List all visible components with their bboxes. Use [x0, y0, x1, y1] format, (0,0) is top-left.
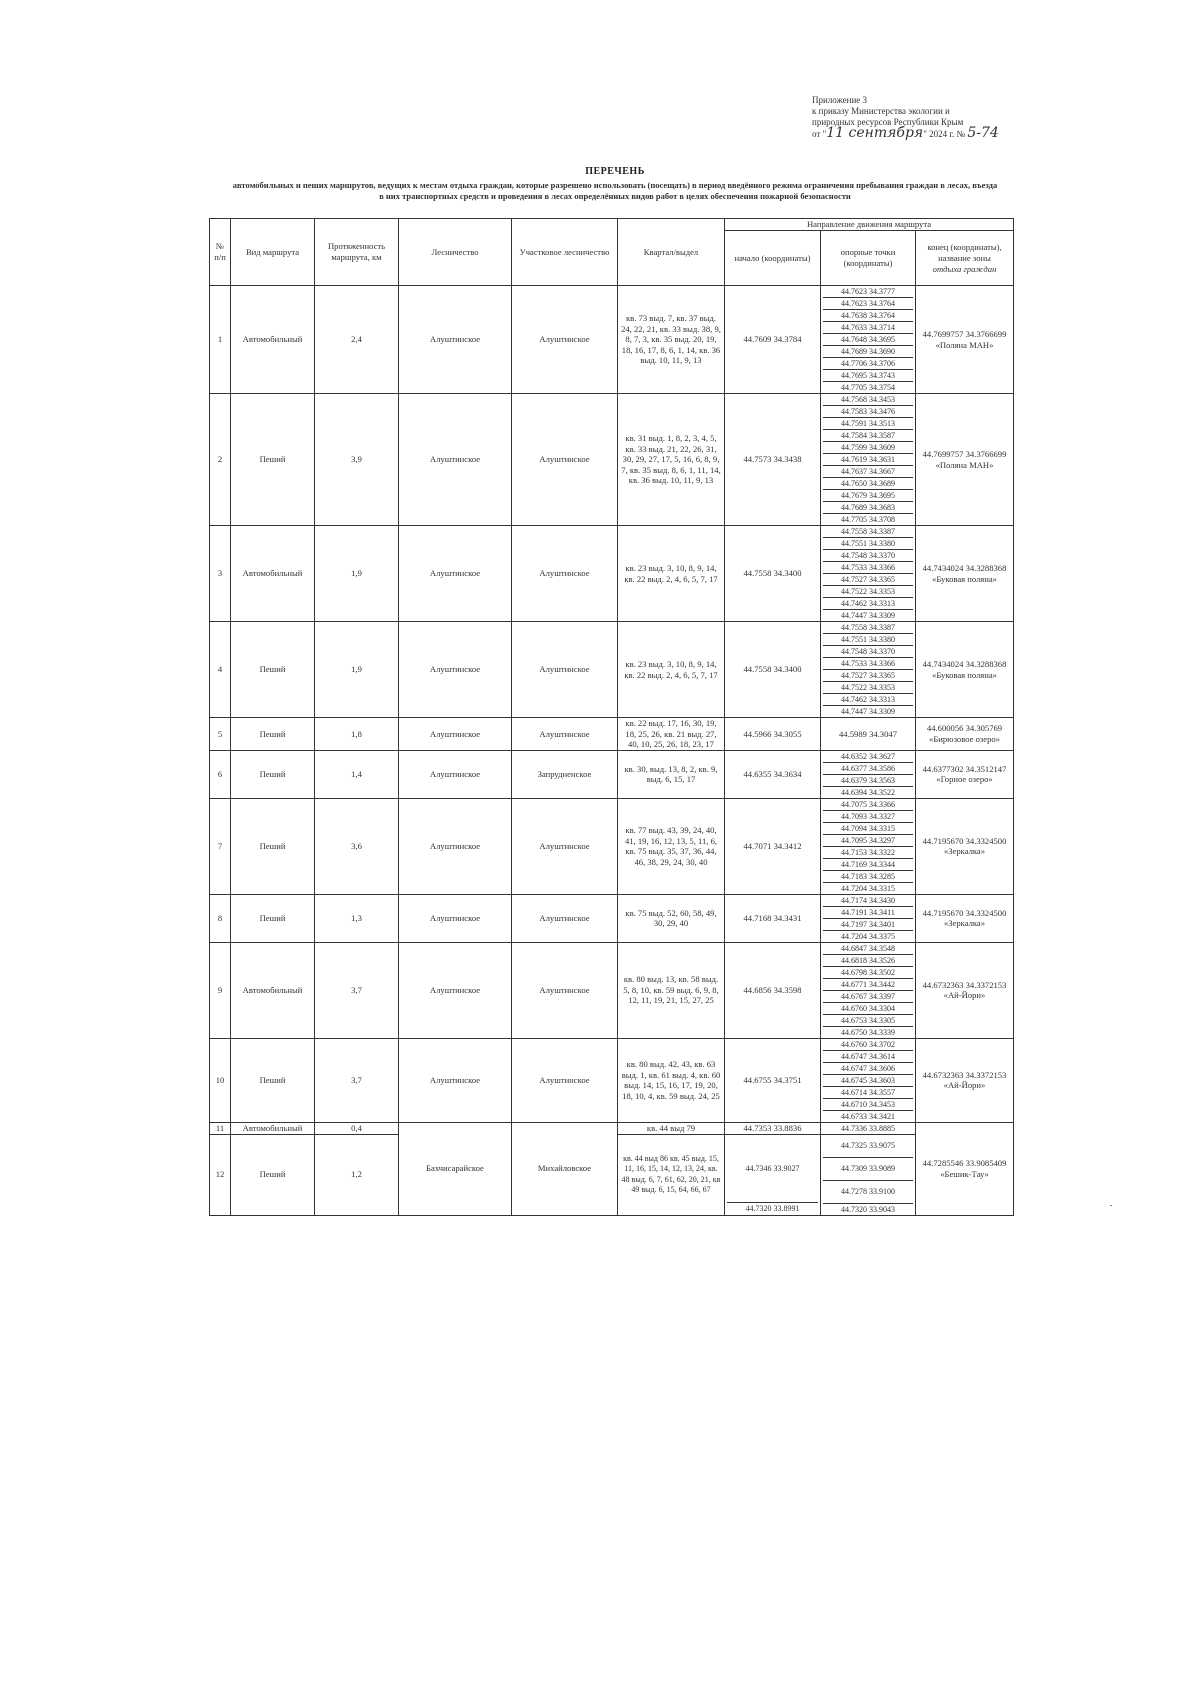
row-num: 4 — [210, 622, 231, 718]
route-point: 44.6745 34.3603 — [823, 1075, 913, 1087]
route-point: 44.5989 34.3047 — [821, 718, 916, 751]
row-route-type: Автомобильный — [231, 1122, 315, 1134]
route-point: 44.7093 34.3327 — [823, 811, 913, 823]
row-quarter: кв. 80 выд. 13, кв. 58 выд. 5, 8, 10, кв. 59 выд. 6, 9, 8, 12, 11, 19, 21, 15, 27, 25 — [618, 942, 725, 1038]
route-point: 44.6753 34.3305 — [823, 1015, 913, 1027]
row-start: 44.6355 34.3634 — [725, 750, 821, 798]
row-district: Алуштинское — [512, 622, 618, 718]
route-point: 44.6710 34.3453 — [823, 1099, 913, 1111]
row-num: 10 — [210, 1038, 231, 1122]
row-num: 12 — [210, 1134, 231, 1215]
route-point: 44.7309 33.9089 — [823, 1158, 913, 1181]
route-point: 44.7527 34.3365 — [823, 670, 913, 682]
appendix-line-3: природных ресурсов Республики Крым — [812, 117, 964, 127]
route-points-cell — [821, 286, 916, 394]
appendix-line-2: к приказу Министерства экологии и — [812, 106, 950, 116]
row-forestry: Алуштинское — [399, 750, 512, 798]
row-start: 44.7071 34.3412 — [725, 798, 821, 894]
route-point: 44.7278 33.9100 — [823, 1181, 913, 1204]
route-points-cell — [821, 1122, 916, 1134]
row-end: 44.7195670 34.3324500 «Зеркалка» — [916, 798, 1014, 894]
row-end: 44.7195670 34.3324500 «Зеркалка» — [916, 894, 1014, 942]
header-start: начало (координаты) — [725, 231, 821, 286]
route-point: 44.7447 34.3309 — [841, 611, 895, 620]
header-num: № п/п — [210, 219, 231, 286]
route-points-cell — [821, 394, 916, 526]
route-point: 44.7583 34.3476 — [823, 406, 913, 418]
row-forestry: Алуштинское — [399, 394, 512, 526]
route-point: 44.6377 34.3586 — [823, 763, 913, 775]
row-length: 1,8 — [315, 718, 399, 751]
route-point: 44.7095 34.3297 — [823, 835, 913, 847]
row-start-value-2: 44.7320 33.8991 — [745, 1203, 800, 1213]
row-start: 44.6856 34.3598 — [725, 942, 821, 1038]
row-route-type: Пеший — [231, 1134, 315, 1215]
route-points-cell — [821, 1038, 916, 1122]
row-end: 44.7434024 34.3288368 «Буковая поляна» — [916, 622, 1014, 718]
table-row — [210, 394, 1014, 526]
route-point: 44.7522 34.3353 — [823, 586, 913, 598]
route-point: 44.6798 34.3502 — [823, 967, 913, 979]
route-point: 44.6379 34.3563 — [823, 775, 913, 787]
row-quarter: кв. 22 выд. 17, 16, 30, 19, 18, 25, 26, кв. 21 выд. 27, 40, 10, 25, 26, 18, 23, 17 — [618, 718, 725, 751]
route-point: 44.7679 34.3695 — [823, 490, 913, 502]
row-forestry: Алуштинское — [399, 526, 512, 622]
route-point: 44.7191 34.3411 — [823, 907, 913, 919]
table-row — [210, 798, 1014, 894]
header-forestry: Лесничество — [399, 219, 512, 286]
routes-table — [209, 218, 1014, 1216]
route-points-cell — [821, 894, 916, 942]
table-row — [210, 1038, 1014, 1122]
row-num: 1 — [210, 286, 231, 394]
row-forestry: Алуштинское — [399, 894, 512, 942]
row-forestry: Бахчисарайское — [399, 1122, 512, 1215]
row-route-type: Автомобильный — [231, 526, 315, 622]
route-points-cell — [821, 798, 916, 894]
row-route-type: Пеший — [231, 798, 315, 894]
route-point: 44.6394 34.3522 — [841, 787, 895, 797]
route-point: 44.7638 34.3764 — [823, 310, 913, 322]
row-forestry: Алуштинское — [399, 622, 512, 718]
route-point: 44.7320 33.9043 — [841, 1204, 895, 1214]
row-start — [725, 1134, 821, 1215]
row-district: Алуштинское — [512, 1038, 618, 1122]
header-quarter: Квартал/выдел — [618, 219, 725, 286]
table-row — [210, 750, 1014, 798]
row-quarter: кв. 80 выд. 42, 43, кв. 63 выд. 1, кв. 61 выд. 4, кв. 60 выд. 14, 15, 16, 17, 19, 20, 18, 10, 4, кв. 59 выд. 24, 25 — [618, 1038, 725, 1122]
route-point: 44.7174 34.3430 — [823, 895, 913, 907]
row-forestry: Алуштинское — [399, 942, 512, 1038]
row-length: 3,7 — [315, 1038, 399, 1122]
row-district: Михайловское — [512, 1122, 618, 1215]
row-quarter: кв. 77 выд. 43, 39, 24, 40, 41, 19, 16, 12, 13, 5, 11, 6, кв. 75 выд. 35, 37, 36, 44, 46, 38, 29, 24, 30, 40 — [618, 798, 725, 894]
row-quarter: кв. 75 выд. 52, 60, 58, 49, 30, 29, 40 — [618, 894, 725, 942]
route-point: 44.7591 34.3513 — [823, 418, 913, 430]
appendix-block — [812, 95, 999, 140]
row-end: 44.7285546 33.9085409 «Бешик-Тау» — [916, 1122, 1014, 1215]
route-point: 44.7336 33.8885 — [841, 1123, 895, 1133]
route-point: 44.7533 34.3366 — [823, 562, 913, 574]
row-start: 44.7609 34.3784 — [725, 286, 821, 394]
route-point: 44.7695 34.3743 — [823, 370, 913, 382]
route-point: 44.7204 34.3315 — [841, 883, 895, 893]
route-point: 44.6847 34.3548 — [823, 943, 913, 955]
route-point: 44.7075 34.3366 — [823, 799, 913, 811]
header-end — [916, 231, 1014, 286]
row-start: 44.7168 34.3431 — [725, 894, 821, 942]
row-forestry: Алуштинское — [399, 286, 512, 394]
route-point: 44.6747 34.3614 — [823, 1051, 913, 1063]
row-num: 3 — [210, 526, 231, 622]
row-quarter: кв. 73 выд. 7, кв. 37 выд. 24, 22, 21, кв. 33 выд. 38, 9, 8, 7, 3, кв. 35 выд. 20, 19, 18, 16, 17, 8, 6, 1, 14, кв. 36 выд. 10, 11, 9, 13 — [618, 286, 725, 394]
table-row — [210, 894, 1014, 942]
routes-table-body — [210, 286, 1014, 1216]
route-point: 44.6714 34.3557 — [823, 1087, 913, 1099]
handwritten-order-number: 5-74 — [967, 125, 999, 141]
route-point: 44.6771 34.3442 — [823, 979, 913, 991]
row-route-type: Пеший — [231, 1038, 315, 1122]
appendix-line-1: Приложение 3 — [812, 95, 868, 105]
route-point: 44.7548 34.3370 — [823, 550, 913, 562]
row-district: Алуштинское — [512, 718, 618, 751]
row-district: Запрудненское — [512, 750, 618, 798]
route-point: 44.7633 34.3714 — [823, 322, 913, 334]
route-point: 44.7204 34.3375 — [841, 931, 895, 941]
row-start: 44.5966 34.3055 — [725, 718, 821, 751]
scan-speck — [1110, 1205, 1112, 1206]
route-point: 44.7169 34.3344 — [823, 859, 913, 871]
route-point: 44.7623 34.3777 — [823, 286, 913, 298]
route-point: 44.6760 34.3304 — [823, 1003, 913, 1015]
row-end: 44.6377302 34.3512147 «Горное озеро» — [916, 750, 1014, 798]
route-point: 44.7623 34.3764 — [823, 298, 913, 310]
document-subtitle: автомобильных и пеших маршрутов, ведущих к местам отдыха граждан, которые разрешено использовать (посещать) в период введённого режима ограничения пребывания граждан в лесах, въезда в них транспортных средств и проведения в лесах определённых видов работ в целях обеспечения пожарной безопасности — [232, 180, 998, 201]
document-title: ПЕРЕЧЕНЬ — [585, 166, 645, 177]
header-end-text: конец (координаты), название зоны — [927, 241, 1002, 263]
row-start-value: 44.7346 33.9027 — [727, 1136, 818, 1203]
route-point: 44.6760 34.3702 — [823, 1039, 913, 1051]
header-points: опорные точки (координаты) — [821, 231, 916, 286]
row-quarter: кв. 44 выд 86 кв. 45 выд. 15, 11, 16, 15, 14, 12, 13, 24, кв. 48 выд. 6, 7, 61, 62, 20, 21, кв 49 выд. 6, 15, 64, 66, 67 — [618, 1134, 725, 1215]
route-point: 44.7558 34.3387 — [823, 622, 913, 634]
row-length: 2,4 — [315, 286, 399, 394]
route-point: 44.6767 34.3397 — [823, 991, 913, 1003]
route-point: 44.7462 34.3313 — [823, 694, 913, 706]
route-point: 44.7705 34.3708 — [841, 515, 895, 524]
header-direction: Направление движения маршрута — [725, 219, 1014, 231]
row-district: Алуштинское — [512, 798, 618, 894]
route-point: 44.6750 34.3339 — [841, 1027, 895, 1037]
row-length: 3,7 — [315, 942, 399, 1038]
row-quarter: кв. 23 выд. 3, 10, 8, 9, 14, кв. 22 выд. 2, 4, 6, 5, 7, 17 — [618, 622, 725, 718]
route-point: 44.7568 34.3453 — [823, 394, 913, 406]
row-num: 11 — [210, 1122, 231, 1134]
route-points-cell — [821, 750, 916, 798]
route-point: 44.7533 34.3366 — [823, 658, 913, 670]
table-row — [210, 718, 1014, 751]
route-point: 44.7462 34.3313 — [823, 598, 913, 610]
row-forestry: Алуштинское — [399, 798, 512, 894]
row-forestry: Алуштинское — [399, 1038, 512, 1122]
route-points-cell — [821, 526, 916, 622]
row-quarter: кв. 31 выд. 1, 8, 2, 3, 4, 5, кв. 33 выд. 21, 22, 26, 31, 30, 29, 27, 17, 5, 16, 6, 8, 9, 7, кв. 35 выд. 8, 6, 1, 11, 14, кв. 36 выд. 10, 11, 9, 13 — [618, 394, 725, 526]
row-num: 9 — [210, 942, 231, 1038]
route-point: 44.6352 34.3627 — [823, 751, 913, 763]
route-point: 44.7599 34.3609 — [823, 442, 913, 454]
row-end: 44.600056 34.305769 «Бирюзовое озеро» — [916, 718, 1014, 751]
row-district: Алуштинское — [512, 942, 618, 1038]
header-district: Участковое лесничество — [512, 219, 618, 286]
header-end-italic: отдыха граждан — [932, 263, 997, 274]
row-start: 44.7573 34.3438 — [725, 394, 821, 526]
row-length: 1,2 — [315, 1134, 399, 1215]
row-length: 1,9 — [315, 622, 399, 718]
route-point: 44.7183 34.3285 — [823, 871, 913, 883]
route-point: 44.7551 34.3380 — [823, 634, 913, 646]
row-district: Алуштинское — [512, 286, 618, 394]
row-route-type: Пеший — [231, 718, 315, 751]
row-end: 44.7434024 34.3288368 «Буковая поляна» — [916, 526, 1014, 622]
row-route-type: Пеший — [231, 894, 315, 942]
route-point: 44.7648 34.3695 — [823, 334, 913, 346]
row-forestry: Алуштинское — [399, 718, 512, 751]
appendix-line-4 — [812, 125, 999, 141]
table-row — [210, 942, 1014, 1038]
route-point: 44.6747 34.3606 — [823, 1063, 913, 1075]
row-length: 1,4 — [315, 750, 399, 798]
route-point: 44.7706 34.3706 — [823, 358, 913, 370]
route-points-cell — [821, 1134, 916, 1215]
route-point: 44.7522 34.3353 — [823, 682, 913, 694]
header-length: Протяженность маршрута, км — [315, 219, 399, 286]
route-point: 44.7637 34.3667 — [823, 466, 913, 478]
row-district: Алуштинское — [512, 394, 618, 526]
row-end: 44.7699757 34.3766699 «Поляна МАН» — [916, 394, 1014, 526]
route-point: 44.6733 34.3421 — [841, 1111, 895, 1121]
row-route-type: Пеший — [231, 622, 315, 718]
row-start: 44.7353 33.8836 — [725, 1122, 821, 1134]
table-row — [210, 286, 1014, 394]
route-points-cell — [821, 622, 916, 718]
appendix-year: " 2024 г. № — [923, 129, 966, 139]
row-route-type: Пеший — [231, 394, 315, 526]
row-end: 44.6732363 34.3372153 «Ай-Йори» — [916, 1038, 1014, 1122]
route-point: 44.7584 34.3587 — [823, 430, 913, 442]
row-district: Алуштинское — [512, 526, 618, 622]
row-route-type: Автомобильный — [231, 942, 315, 1038]
header-type: Вид маршрута — [231, 219, 315, 286]
row-quarter: кв. 23 выд. 3, 10, 8, 9, 14, кв. 22 выд. 2, 4, 6, 5, 7, 17 — [618, 526, 725, 622]
route-point: 44.7689 34.3683 — [823, 502, 913, 514]
row-num: 6 — [210, 750, 231, 798]
route-point: 44.7650 34.3689 — [823, 478, 913, 490]
route-point: 44.7705 34.3754 — [841, 383, 895, 392]
row-quarter: кв. 30, выд. 13, 8, 2, кв. 9, выд. 6, 15, 17 — [618, 750, 725, 798]
route-point: 44.7094 34.3315 — [823, 823, 913, 835]
row-quarter: кв. 44 выд 79 — [618, 1122, 725, 1134]
row-length: 0,4 — [315, 1122, 399, 1134]
route-point: 44.7619 34.3631 — [823, 454, 913, 466]
route-points-cell — [821, 942, 916, 1038]
row-start: 44.7558 34.3400 — [725, 526, 821, 622]
row-district: Алуштинское — [512, 894, 618, 942]
row-num: 2 — [210, 394, 231, 526]
route-point: 44.7527 34.3365 — [823, 574, 913, 586]
route-point: 44.7197 34.3401 — [823, 919, 913, 931]
row-end: 44.7699757 34.3766699 «Поляна МАН» — [916, 286, 1014, 394]
route-point: 44.7548 34.3370 — [823, 646, 913, 658]
row-num: 7 — [210, 798, 231, 894]
row-end: 44.6732363 34.3372153 «Ай-Йори» — [916, 942, 1014, 1038]
row-route-type: Автомобильный — [231, 286, 315, 394]
route-point: 44.7558 34.3387 — [823, 526, 913, 538]
row-length: 3,9 — [315, 394, 399, 526]
row-length: 1,3 — [315, 894, 399, 942]
route-point: 44.7325 33.9075 — [823, 1135, 913, 1158]
table-row — [210, 622, 1014, 718]
row-start: 44.7558 34.3400 — [725, 622, 821, 718]
appendix-date-prefix: от " — [812, 129, 827, 139]
row-num: 8 — [210, 894, 231, 942]
table-row — [210, 526, 1014, 622]
route-point: 44.7153 34.3322 — [823, 847, 913, 859]
handwritten-date: 11 сентября — [826, 125, 924, 141]
route-point: 44.6818 34.3526 — [823, 955, 913, 967]
route-point: 44.7551 34.3380 — [823, 538, 913, 550]
route-point: 44.7447 34.3309 — [841, 707, 895, 716]
table-row — [210, 1122, 1014, 1134]
row-num: 5 — [210, 718, 231, 751]
row-route-type: Пеший — [231, 750, 315, 798]
row-length: 1,9 — [315, 526, 399, 622]
row-length: 3,6 — [315, 798, 399, 894]
row-start: 44.6755 34.3751 — [725, 1038, 821, 1122]
route-point: 44.7689 34.3690 — [823, 346, 913, 358]
